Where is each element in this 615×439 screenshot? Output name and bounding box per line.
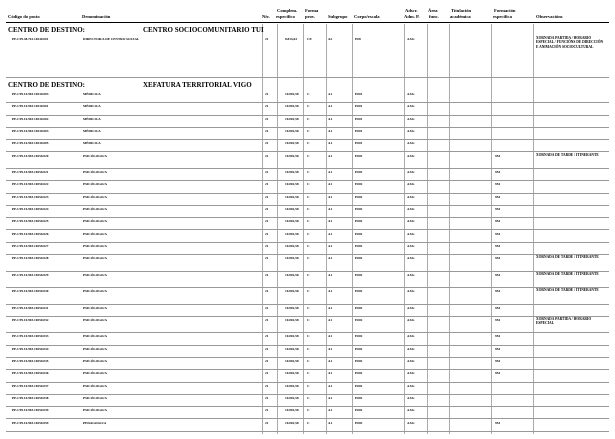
cell-niv: 21 <box>265 231 269 236</box>
cell-denominacion: MÉDICO/A <box>83 128 101 133</box>
cell-codigo: PE.C99.10.903.16550.037 <box>12 383 49 388</box>
cell-formacion: 954 <box>495 256 501 261</box>
table-row <box>0 345 615 357</box>
cell-corpo: E002 <box>355 219 363 224</box>
cell-subgrupo: A1 <box>328 170 333 174</box>
table-row <box>0 304 615 316</box>
cell-denominacion: MÉDICO/A <box>83 104 101 109</box>
cell-observacions: XORNADA DE TARDE / ITINERANTE <box>536 288 599 293</box>
cell-niv: 21 <box>265 420 269 425</box>
cell-adscr: AXG <box>407 128 415 133</box>
table-row <box>0 254 615 271</box>
section-label: CENTRO DE DESTINO: <box>8 26 86 34</box>
cell-niv: 21 <box>265 128 269 133</box>
cell-forma: C <box>307 272 310 277</box>
cell-corpo: E002 <box>355 371 363 376</box>
cell-corpo: E002 <box>355 153 363 158</box>
header-forma-1: Forma <box>305 8 319 13</box>
cell-complem: 10.002,58 <box>285 182 299 187</box>
cell-adscr: AXG <box>407 346 415 351</box>
cell-corpo: E002 <box>355 170 363 174</box>
cell-complem: 10.002,58 <box>285 289 299 294</box>
cell-complem: 10.002,58 <box>285 371 299 376</box>
cell-niv: 21 <box>265 243 269 248</box>
table-row <box>0 217 615 229</box>
cell-denominacion: PSICÓLOGO/A <box>83 219 107 224</box>
cell-denominacion: MÉDICO/A <box>83 116 101 121</box>
cell-forma: C <box>307 256 310 261</box>
cell-subgrupo: A1 <box>328 346 333 351</box>
cell-codigo: PE.C99.10.903.16530.005 <box>12 141 49 146</box>
cell-complem: 10.002,58 <box>285 92 299 96</box>
cell-complem: 10.002,58 <box>285 334 299 339</box>
cell-denominacion: PSICÓLOGO/A <box>83 206 107 211</box>
cell-corpo: E002 <box>355 272 363 277</box>
header-forma-2: prov. <box>305 14 315 19</box>
cell-complem: 10.002,58 <box>285 128 299 133</box>
cell-niv: 21 <box>265 153 269 158</box>
table-row <box>0 394 615 406</box>
cell-codigo: PE.C99.10.903.16550.036 <box>12 371 49 376</box>
cell-forma: C <box>307 395 310 400</box>
cell-corpo: E001 <box>355 141 363 146</box>
cell-codigo: PE.C99.10.903.16550.059 <box>12 420 49 425</box>
cell-formacion: 954 <box>495 219 501 224</box>
header-denominacion: Denominación <box>82 14 111 19</box>
table-row <box>0 382 615 394</box>
cell-niv: 21 <box>265 206 269 211</box>
cell-denominacion: PSICÓLOGO/A <box>83 256 107 261</box>
cell-complem: 10.002,58 <box>285 317 299 322</box>
cell-denominacion: MÉDICO/A <box>83 92 101 96</box>
cell-codigo: PE.C99.10.903.16530.001 <box>12 104 49 109</box>
cell-adscr: AXG <box>407 371 415 376</box>
cell-codigo: PE.C99.10.903.16550.028 <box>12 256 49 261</box>
cell-denominacion: PSICÓLOGO/A <box>83 334 107 339</box>
header-niv: Nív. <box>262 14 270 19</box>
cell-formacion: 954 <box>495 371 501 376</box>
table-row <box>0 193 615 205</box>
cell-subgrupo: A1 <box>328 272 333 277</box>
table-row <box>0 115 615 127</box>
cell-codigo: PE.C99.10.903.16550.033 <box>12 334 49 339</box>
cell-formacion: 954 <box>495 170 501 174</box>
cell-codigo: PE.C99.10.903.16550.030 <box>12 289 49 294</box>
cell-corpo: E002 <box>355 346 363 351</box>
cell-codigo: PE.C99.48.761.16540.001 <box>12 37 49 41</box>
cell-forma: C <box>307 104 310 109</box>
cell-complem: 8.814,64 <box>285 37 297 41</box>
cell-forma: C <box>307 194 310 199</box>
header-corpo: Corpo/escala <box>354 14 380 19</box>
table-row <box>0 230 615 242</box>
header-codigo: Código do posto <box>8 14 40 19</box>
cell-subgrupo: A1 <box>328 153 333 158</box>
cell-adscr: AXG <box>407 206 415 211</box>
cell-subgrupo: A1 <box>328 317 333 322</box>
cell-niv: 21 <box>265 37 269 41</box>
cell-corpo: E002 <box>355 289 363 294</box>
cell-formacion: 954 <box>495 317 501 322</box>
cell-subgrupo: A2 <box>328 37 333 41</box>
cell-denominacion: PSICÓLOGO/A <box>83 289 107 294</box>
cell-niv: 21 <box>265 272 269 277</box>
cell-corpo: E002 <box>355 317 363 322</box>
cell-subgrupo: A1 <box>328 383 333 388</box>
table-row <box>0 180 615 192</box>
cell-observacions: XORNADA PARTIDA / HORARIO ESPECIAL <box>536 316 592 326</box>
cell-adscr: AXG <box>407 153 415 158</box>
cell-formacion: 954 <box>495 243 501 248</box>
cell-adscr: AXG <box>407 104 415 109</box>
header-formacion-2: específica <box>493 14 512 19</box>
cell-formacion: 954 <box>495 206 501 211</box>
cell-subgrupo: A1 <box>328 206 333 211</box>
cell-forma: C <box>307 371 310 376</box>
cell-subgrupo: A1 <box>328 420 333 425</box>
section-name: CENTRO SOCIOCOMUNITARIO TUI <box>143 26 264 34</box>
cell-niv: 21 <box>265 141 269 146</box>
cell-adscr: AXG <box>407 116 415 121</box>
cell-denominacion: PSICÓLOGO/A <box>83 346 107 351</box>
cell-denominacion: PSICÓLOGO/A <box>83 272 107 277</box>
cell-corpo: E001 <box>355 104 363 109</box>
cell-forma: C <box>307 141 310 146</box>
cell-subgrupo: A1 <box>328 128 333 133</box>
cell-codigo: PE.C99.10.903.16550.035 <box>12 359 49 363</box>
cell-subgrupo: A1 <box>328 243 333 248</box>
cell-adscr: AXG <box>407 219 415 224</box>
cell-codigo: PE.C99.10.903.16550.021 <box>12 170 49 174</box>
cell-observacions: XORNADA PARTIDA / HORARIO ESPECIAL / FUNCIÓNS DE DIRECCIÓN E ANIMACIÓN SOCIOCULTURAL <box>536 36 604 49</box>
cell-formacion: 954 <box>495 359 501 363</box>
cell-denominacion: PSICÓLOGO/A <box>83 170 107 174</box>
cell-adscr: AXG <box>407 231 415 236</box>
cell-forma: C <box>307 346 310 351</box>
cell-observacions: XORNADA DE TARDE / ITINERANTE <box>536 255 599 260</box>
cell-codigo: PE.C99.10.903.16530.002 <box>12 116 49 121</box>
cell-forma: C <box>307 206 310 211</box>
cell-denominacion: PSICÓLOGO/A <box>83 317 107 322</box>
cell-forma: C <box>307 116 310 121</box>
cell-niv: 21 <box>265 194 269 199</box>
cell-codigo: PE.C99.10.903.16530.003 <box>12 92 49 96</box>
cell-niv: 21 <box>265 104 269 109</box>
cell-forma: C <box>307 219 310 224</box>
cell-niv: 21 <box>265 395 269 400</box>
cell-corpo: E002 <box>355 194 363 199</box>
cell-niv: 21 <box>265 359 269 363</box>
cell-subgrupo: A1 <box>328 219 333 224</box>
cell-corpo: E002 <box>355 334 363 339</box>
cell-complem: 10.002,58 <box>285 206 299 211</box>
cell-subgrupo: A1 <box>328 305 333 310</box>
cell-formacion: 954 <box>495 420 501 425</box>
table-row <box>0 406 615 418</box>
cell-codigo: PE.C99.10.903.16550.022 <box>12 182 49 187</box>
cell-complem: 10.002,58 <box>285 359 299 363</box>
cell-denominacion: PSICÓLOGO/A <box>83 395 107 400</box>
table-row <box>0 127 615 139</box>
cell-complem: 10.002,58 <box>285 395 299 400</box>
cell-forma: C <box>307 243 310 248</box>
cell-codigo: PE.C99.10.903.16550.032 <box>12 317 49 322</box>
cell-forma: C <box>307 383 310 388</box>
cell-codigo: PE.C99.10.903.16550.038 <box>12 395 49 400</box>
cell-denominacion: PSICÓLOGO/A <box>83 359 107 363</box>
cell-complem: 10.002,58 <box>285 305 299 310</box>
header-observacions: Observacións <box>536 14 563 19</box>
cell-forma: C <box>307 170 310 174</box>
row-divider <box>6 77 609 78</box>
cell-corpo: E002 <box>355 395 363 400</box>
header-titulacion-1: Titulación <box>451 8 472 13</box>
cell-codigo: PE.C99.10.903.16550.020 <box>12 153 49 158</box>
table-row <box>0 242 615 254</box>
cell-forma: C <box>307 182 310 187</box>
cell-complem: 10.002,58 <box>285 141 299 146</box>
header-adscr-2: Adm. P. <box>404 14 420 19</box>
cell-codigo: PE.C99.10.903.16550.024 <box>12 206 49 211</box>
header-complem-1: Complem. <box>277 8 298 13</box>
cell-adscr: AXG <box>407 170 415 174</box>
cell-codigo: PE.C99.10.903.16550.029 <box>12 272 49 277</box>
cell-corpo: E002 <box>355 359 363 363</box>
cell-niv: 21 <box>265 334 269 339</box>
table-row <box>0 152 615 169</box>
table-row <box>0 287 615 304</box>
cell-adscr: AXG <box>407 395 415 400</box>
cell-complem: 10.002,58 <box>285 153 299 158</box>
cell-corpo: E002 <box>355 243 363 248</box>
cell-corpo: E003 <box>355 420 363 425</box>
table-row <box>0 168 615 180</box>
cell-adscr: AXG <box>407 182 415 187</box>
cell-niv: 21 <box>265 346 269 351</box>
cell-complem: 10.002,58 <box>285 408 299 413</box>
row-divider <box>6 431 609 432</box>
cell-niv: 21 <box>265 383 269 388</box>
cell-niv: 21 <box>265 182 269 187</box>
cell-niv: 21 <box>265 116 269 121</box>
cell-denominacion: PSICÓLOGO/A <box>83 194 107 199</box>
cell-denominacion: PSICÓLOGO/A <box>83 383 107 388</box>
cell-complem: 10.002,58 <box>285 272 299 277</box>
table-row <box>0 419 615 431</box>
header-titulacion-2: académica <box>450 14 471 19</box>
cell-forma: C <box>307 153 310 158</box>
cell-niv: 21 <box>265 256 269 261</box>
cell-niv: 21 <box>265 305 269 310</box>
cell-complem: 10.002,58 <box>285 104 299 109</box>
table-row <box>0 357 615 369</box>
header-formacion-1: Formación <box>494 8 516 13</box>
cell-subgrupo: A1 <box>328 92 333 96</box>
table-row <box>0 271 615 288</box>
cell-denominacion: PSICÓLOGO/A <box>83 243 107 248</box>
cell-complem: 10.002,58 <box>285 256 299 261</box>
cell-denominacion: PSICÓLOGO/A <box>83 408 107 413</box>
cell-adscr: AXG <box>407 141 415 146</box>
cell-denominacion: DIRECTOR/A DE CENTRO SOCIAL <box>83 37 140 41</box>
cell-corpo: E002 <box>355 408 363 413</box>
cell-complem: 10.002,58 <box>285 346 299 351</box>
cell-codigo: PE.C99.10.903.16530.003 <box>12 128 49 133</box>
table-row <box>0 90 615 102</box>
cell-subgrupo: A1 <box>328 256 333 261</box>
table-row <box>0 332 615 344</box>
table-row <box>0 369 615 381</box>
cell-adscr: AXG <box>407 420 415 425</box>
cell-denominacion: PEDAGOGO/A <box>83 420 107 425</box>
cell-corpo: E08 <box>355 37 361 41</box>
cell-forma: C <box>307 305 310 310</box>
cell-subgrupo: A1 <box>328 371 333 376</box>
cell-corpo: E002 <box>355 206 363 211</box>
cell-formacion: 954 <box>495 231 501 236</box>
section-label: CENTRO DE DESTINO: <box>8 81 86 89</box>
cell-subgrupo: A1 <box>328 231 333 236</box>
cell-formacion: 954 <box>495 194 501 199</box>
cell-forma: C <box>307 420 310 425</box>
cell-observacions: XORNADA DE TARDE / ITINERANTE <box>536 152 599 157</box>
table-row <box>0 205 615 217</box>
cell-codigo: PE.C99.10.903.16550.023 <box>12 194 49 199</box>
cell-adscr: AXG <box>407 383 415 388</box>
cell-forma: C <box>307 289 310 294</box>
cell-subgrupo: A1 <box>328 141 333 146</box>
cell-adscr: AXG <box>407 272 415 277</box>
cell-complem: 10.002,58 <box>285 383 299 388</box>
cell-corpo: E001 <box>355 92 363 96</box>
cell-adscr: AXG <box>407 243 415 248</box>
cell-adscr: AXG <box>407 334 415 339</box>
table-row <box>0 102 615 114</box>
cell-denominacion: MÉDICO/A <box>83 141 101 146</box>
header-complem-2: específico <box>276 14 295 19</box>
cell-subgrupo: A1 <box>328 289 333 294</box>
cell-forma: C <box>307 92 310 96</box>
cell-forma: C <box>307 334 310 339</box>
cell-niv: 21 <box>265 219 269 224</box>
cell-niv: 21 <box>265 289 269 294</box>
cell-denominacion: PSICÓLOGO/A <box>83 305 107 310</box>
section-name: XEFATURA TERRITORIAL VIGO <box>143 81 252 89</box>
cell-forma: C <box>307 408 310 413</box>
cell-complem: 10.002,58 <box>285 194 299 199</box>
cell-niv: 21 <box>265 408 269 413</box>
cell-forma: C <box>307 231 310 236</box>
cell-adscr: AXG <box>407 359 415 363</box>
cell-niv: 21 <box>265 317 269 322</box>
cell-codigo: PE.C99.10.903.16550.031 <box>12 305 49 310</box>
cell-subgrupo: A1 <box>328 359 333 363</box>
header-divider <box>6 22 609 23</box>
cell-formacion: 954 <box>495 153 501 158</box>
cell-formacion: 954 <box>495 272 501 277</box>
header-area-1: Área <box>428 8 438 13</box>
cell-complem: 10.002,58 <box>285 231 299 236</box>
cell-adscr: AXG <box>407 92 415 96</box>
cell-corpo: E002 <box>355 182 363 187</box>
cell-formacion: 954 <box>495 289 501 294</box>
cell-subgrupo: A1 <box>328 395 333 400</box>
cell-formacion: 954 <box>495 182 501 187</box>
cell-codigo: PE.C99.10.903.16550.034 <box>12 346 49 351</box>
cell-corpo: E002 <box>355 231 363 236</box>
header-area-2: func. <box>429 14 439 19</box>
table-row <box>0 316 615 333</box>
cell-corpo: E002 <box>355 305 363 310</box>
table-row <box>0 139 615 151</box>
cell-subgrupo: A1 <box>328 408 333 413</box>
cell-adscr: AXG <box>407 289 415 294</box>
cell-adscr: AXG <box>407 256 415 261</box>
cell-corpo: E002 <box>355 256 363 261</box>
cell-codigo: PE.C99.10.903.16550.025 <box>12 219 49 224</box>
cell-niv: 21 <box>265 371 269 376</box>
cell-adscr: AXG <box>407 194 415 199</box>
cell-subgrupo: A1 <box>328 334 333 339</box>
cell-corpo: E002 <box>355 383 363 388</box>
cell-codigo: PE.C99.10.903.16550.026 <box>12 231 49 236</box>
cell-formacion: 954 <box>495 334 501 339</box>
cell-adscr: AXG <box>407 37 415 41</box>
header-subgrupo: Subgrupo <box>328 14 348 19</box>
cell-denominacion: PSICÓLOGO/A <box>83 153 107 158</box>
cell-complem: 10.002,58 <box>285 170 299 174</box>
header-adscr-1: Adscr. <box>405 8 418 13</box>
cell-complem: 10.002,58 <box>285 219 299 224</box>
cell-formacion: 954 <box>495 346 501 351</box>
cell-complem: 10.002,58 <box>285 420 299 425</box>
cell-adscr: AXG <box>407 408 415 413</box>
cell-subgrupo: A1 <box>328 182 333 187</box>
cell-denominacion: PSICÓLOGO/A <box>83 231 107 236</box>
cell-observacions: XORNADA DE TARDE / ITINERANTE <box>536 271 599 276</box>
cell-forma: C <box>307 359 310 363</box>
cell-niv: 21 <box>265 170 269 174</box>
cell-corpo: E001 <box>355 116 363 121</box>
cell-subgrupo: A1 <box>328 116 333 121</box>
cell-codigo: PE.C99.10.903.16550.027 <box>12 243 49 248</box>
cell-denominacion: PSICÓLOGO/A <box>83 182 107 187</box>
cell-complem: 10.002,58 <box>285 116 299 121</box>
table-row <box>0 35 615 77</box>
cell-forma: C <box>307 128 310 133</box>
cell-forma: C <box>307 317 310 322</box>
cell-subgrupo: A1 <box>328 104 333 109</box>
cell-niv: 21 <box>265 92 269 96</box>
cell-codigo: PE.C99.10.903.16550.039 <box>12 408 49 413</box>
cell-subgrupo: A1 <box>328 194 333 199</box>
cell-adscr: AXG <box>407 317 415 322</box>
cell-forma: CE <box>307 37 312 41</box>
cell-complem: 10.002,58 <box>285 243 299 248</box>
cell-denominacion: PSICÓLOGO/A <box>83 371 107 376</box>
cell-formacion: 954 <box>495 305 501 310</box>
cell-adscr: AXG <box>407 305 415 310</box>
cell-corpo: E001 <box>355 128 363 133</box>
